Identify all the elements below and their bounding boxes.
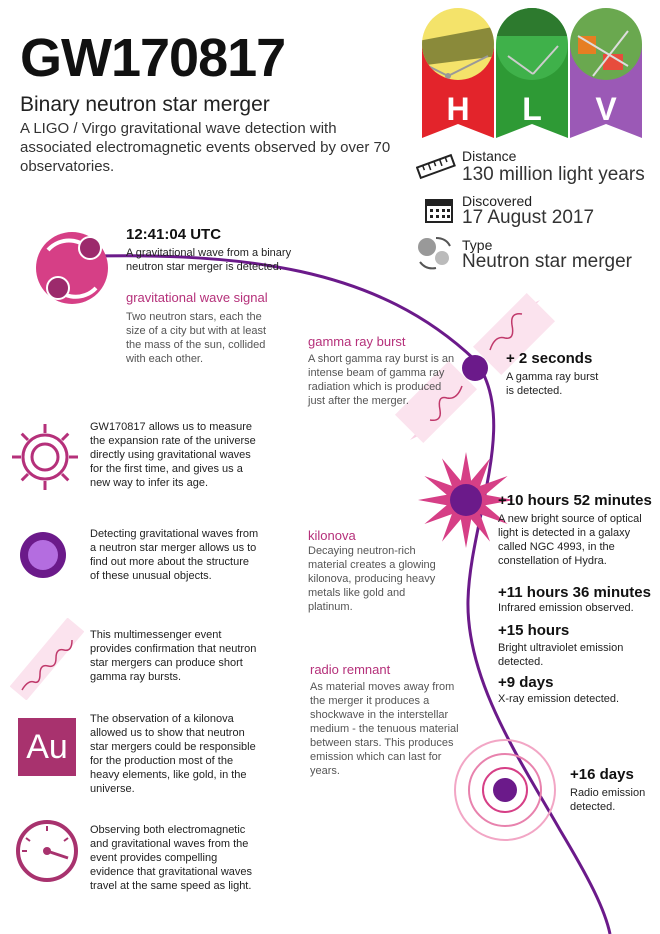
expansion-ray: [62, 434, 68, 440]
expansion-ray: [22, 434, 28, 440]
gw-text: A gravitational wave from a binary neutron star merger is detected.: [126, 247, 292, 273]
impact-structure-text: Detecting gravitational waves from a neutron star merger allows us to find out more about the structure of these unusual objects.: [90, 528, 259, 582]
page-title: GW170817: [20, 28, 286, 88]
detector-h: H: [446, 91, 470, 127]
expansion-icon: [10, 422, 80, 492]
radio-time: +16 days: [570, 766, 634, 783]
uv-text: Bright ultraviolet emission detected.: [498, 642, 624, 668]
fact-discovered-label: Discovered: [462, 193, 533, 209]
merger-icon: [36, 232, 108, 304]
gamma-ray-icon: [10, 618, 84, 700]
infrared-text: Infrared emission observed.: [498, 602, 634, 614]
radio-remnant-desc: As material moves away from the merger it produces a shockwave in the interstellar medium - the tenuous material between stars. This produces emission which can last for years.: [310, 681, 459, 777]
grb-time: + 2 seconds: [506, 350, 593, 367]
radio-rings-icon: [455, 740, 555, 840]
fact-type-value: Neutron star merger: [462, 251, 633, 272]
kilonova-heading: kilonova: [308, 528, 356, 543]
fact-distance-label: Distance: [462, 148, 517, 164]
impact-speed-text: Observing both electromagnetic and gravitational waves from the event provides compelling evidence that gravitational waves travel at the same speed as light.: [90, 824, 253, 892]
gw-time: 12:41:04 UTC: [126, 226, 222, 243]
grb-text: A gamma ray burst is detected.: [506, 371, 599, 397]
uv-time: +15 hours: [498, 622, 570, 639]
impact-grb-text: This multimessenger event provides confirmation that neutron star mergers can produce short gamma ray bursts.: [90, 629, 257, 683]
impact-expansion-text: GW170817 allows us to measure the expansion rate of the universe directly using gravitational waves for the first time, and gives us a new way to infer its age.: [90, 421, 256, 489]
optical-time: +10 hours 52 minutes: [498, 492, 652, 509]
fact-discovered-value: 17 August 2017: [462, 207, 595, 228]
grb-desc: A short gamma ray burst is an intense beam of gamma ray radiation which is produced just after the merger.: [308, 353, 455, 407]
gold-icon: Au: [18, 718, 76, 776]
kilonova-desc: Decaying neutron-rich material creates a glowing kilonova, producing heavy metals like gold and platinum.: [308, 545, 436, 613]
expansion-ray: [22, 474, 28, 480]
intro-text: A LIGO / Virgo gravitational wave detection with associated electromagnetic events observed by over 70 observatories.: [20, 120, 391, 175]
infrared-time: +11 hours 36 minutes: [498, 584, 651, 601]
optical-text: A new bright source of optical light is detected in a galaxy called NGC 4993, in the constellation of Hydra.: [498, 513, 642, 567]
speedometer-icon: [14, 818, 80, 884]
gw-heading: gravitational wave signal: [126, 290, 268, 305]
detector-v: V: [595, 91, 617, 127]
neutron-star-icon: [18, 530, 68, 580]
impact-gold-text: The observation of a kilonova allowed us to show that neutron star mergers could be responsible for the production most of the heavy elements, like gold, in the universe.: [90, 713, 256, 795]
expansion-ray: [62, 474, 68, 480]
xray-time: +9 days: [498, 674, 554, 691]
page-subtitle: Binary neutron star merger: [20, 93, 270, 116]
grb-heading: gamma ray burst: [308, 334, 406, 349]
gw-desc: Two neutron stars, each the size of a city but with at least the mass of the sun, collided with each other.: [126, 311, 267, 365]
xray-text: X-ray emission detected.: [498, 693, 620, 705]
fact-type-label: Type: [462, 237, 493, 253]
fact-distance-value: 130 million light years: [462, 164, 645, 185]
radio-remnant-heading: radio remnant: [310, 662, 391, 677]
radio-text: Radio emission detected.: [570, 787, 646, 813]
detector-l: L: [522, 91, 542, 127]
